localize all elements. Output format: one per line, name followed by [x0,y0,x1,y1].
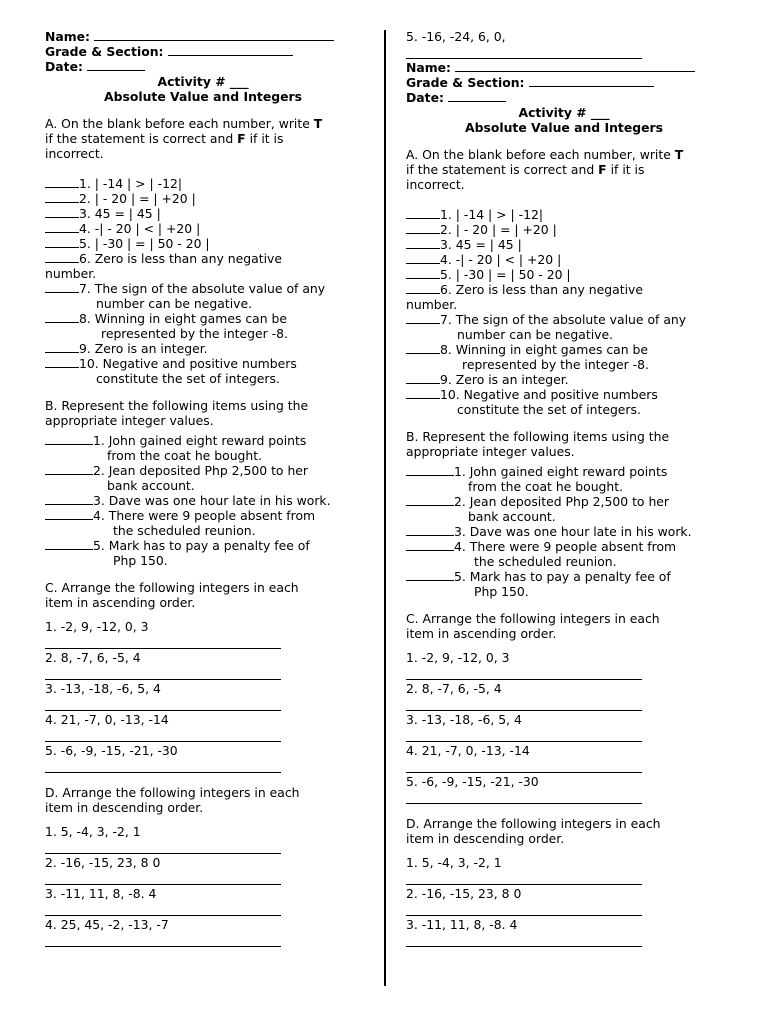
part-a-item: 9. Zero is an integer. [45,341,375,356]
part-a-item: 1. | -14 | > | -12| [406,207,746,222]
answer-line[interactable] [45,839,281,854]
part-c-item: 1. -2, 9, -12, 0, 3 [45,619,149,634]
answer-line[interactable] [45,665,281,680]
grade-section-line: Grade & Section: [406,75,746,90]
part-a-item: 5. | -30 | = | 50 - 20 | [45,236,375,251]
part-a-item-cont: represented by the integer -8. [101,326,288,341]
part-a-item: 10. Negative and positive numbers [45,356,375,371]
part-b-item-cont: the scheduled reunion. [474,554,617,569]
part-a-item-cont: constitute the set of integers. [96,371,280,386]
answer-line[interactable] [406,696,642,711]
part-a-instruction: A. On the blank before each number, write T if the statement is correct and F if it is incorrect. [45,116,323,161]
part-d-item: 3. -11, 11, 8, -8. 4 [406,917,518,932]
part-a-item: 7. The sign of the absolute value of any [406,312,746,327]
part-d-item: 1. 5, -4, 3, -2, 1 [45,824,141,839]
part-c-item: 3. -13, -18, -6, 5, 4 [45,681,161,696]
part-a-item: 1. | -14 | > | -12| [45,176,375,191]
part-c-item: 2. 8, -7, 6, -5, 4 [406,681,502,696]
part-b-item: 4. There were 9 people absent from [45,508,375,523]
part-c-instruction: C. Arrange the following integers in each item in ascending order. [45,580,299,610]
answer-line[interactable] [406,44,642,59]
part-a-item: 10. Negative and positive numbers [406,387,746,402]
activity-label: Activity # ___ [157,74,249,89]
part-c-item: 4. 21, -7, 0, -13, -14 [406,743,530,758]
column-divider [384,30,386,986]
part-a-item: 3. 45 = | 45 | [45,206,375,221]
answer-line[interactable] [406,665,642,680]
part-a-item: 3. 45 = | 45 | [406,237,746,252]
left-column [45,0,375,948]
part-d-item: 5. -16, -24, 6, 0, [406,29,506,44]
part-a-item: 5. | -30 | = | 50 - 20 | [406,267,746,282]
name-line: Name: [45,29,375,44]
worksheet-title: Absolute Value and Integers [465,120,663,135]
part-a-item: 6. Zero is less than any negative [45,251,375,266]
part-d-item: 2. -16, -15, 23, 8 0 [406,886,522,901]
part-a-item-cont: number. [45,266,97,281]
activity-label: Activity # ___ [518,105,610,120]
answer-line[interactable] [45,727,281,742]
date-line: Date: [45,59,375,74]
part-c-item: 5. -6, -9, -15, -21, -30 [406,774,539,789]
part-b-item: 5. Mark has to pay a penalty fee of [45,538,375,553]
part-d-item: 1. 5, -4, 3, -2, 1 [406,855,502,870]
part-a-item: 7. The sign of the absolute value of any [45,281,375,296]
part-d-instruction: D. Arrange the following integers in each item in descending order. [45,785,300,815]
answer-line[interactable] [406,758,642,773]
part-c-instruction: C. Arrange the following integers in each item in ascending order. [406,611,660,641]
part-b-item: 1. John gained eight reward points [406,464,746,479]
part-b-instruction: B. Represent the following items using the appropriate integer values. [45,398,309,428]
part-b-item: 3. Dave was one hour late in his work. [406,524,746,539]
part-d-item: 4. 25, 45, -2, -13, -7 [45,917,169,932]
answer-line[interactable] [45,901,281,916]
part-b-item-cont: from the coat he bought. [107,448,263,463]
part-b-item-cont: from the coat he bought. [468,479,624,494]
part-a-item: 2. | - 20 | = | +20 | [406,222,746,237]
part-a-instruction: A. On the blank before each number, write T if the statement is correct and F if it is incorrect. [406,147,684,192]
worksheet-title: Absolute Value and Integers [104,89,302,104]
part-a-item-cont: number can be negative. [457,327,614,342]
part-a-item: 8. Winning in eight games can be [45,311,375,326]
part-b-item: 3. Dave was one hour late in his work. [45,493,375,508]
answer-line[interactable] [45,696,281,711]
part-b-item-cont: Php 150. [113,553,168,568]
part-a-item-cont: number. [406,297,458,312]
part-b-item: 4. There were 9 people absent from [406,539,746,554]
part-a-item: 4. -| - 20 | < | +20 | [45,221,375,236]
part-b-item: 2. Jean deposited Php 2,500 to her [45,463,375,478]
part-b-instruction: B. Represent the following items using the appropriate integer values. [406,429,670,459]
answer-line[interactable] [45,758,281,773]
part-c-item: 5. -6, -9, -15, -21, -30 [45,743,178,758]
part-a-item: 4. -| - 20 | < | +20 | [406,252,746,267]
part-d-item: 2. -16, -15, 23, 8 0 [45,855,161,870]
part-b-item: 1. John gained eight reward points [45,433,375,448]
name-line: Name: [406,60,746,75]
answer-line[interactable] [45,870,281,885]
part-b-item-cont: Php 150. [474,584,529,599]
answer-line[interactable] [406,789,642,804]
part-a-item-cont: constitute the set of integers. [457,402,641,417]
date-line: Date: [406,90,746,105]
part-a-item-cont: number can be negative. [96,296,253,311]
part-c-item: 1. -2, 9, -12, 0, 3 [406,650,510,665]
part-b-item: 5. Mark has to pay a penalty fee of [406,569,746,584]
grade-section-line: Grade & Section: [45,44,375,59]
part-b-item-cont: the scheduled reunion. [113,523,256,538]
part-c-item: 2. 8, -7, 6, -5, 4 [45,650,141,665]
part-a-item: 2. | - 20 | = | +20 | [45,191,375,206]
right-column [406,0,746,948]
part-d-item: 3. -11, 11, 8, -8. 4 [45,886,157,901]
answer-line[interactable] [406,901,642,916]
part-a-item: 8. Winning in eight games can be [406,342,746,357]
answer-line[interactable] [45,932,281,947]
part-c-item: 3. -13, -18, -6, 5, 4 [406,712,522,727]
answer-line[interactable] [406,870,642,885]
part-a-item: 9. Zero is an integer. [406,372,746,387]
part-c-item: 4. 21, -7, 0, -13, -14 [45,712,169,727]
part-a-item-cont: represented by the integer -8. [462,357,649,372]
part-d-instruction: D. Arrange the following integers in each item in descending order. [406,816,661,846]
answer-line[interactable] [406,727,642,742]
part-b-item-cont: bank account. [107,478,195,493]
answer-line[interactable] [406,932,642,947]
part-b-item-cont: bank account. [468,509,556,524]
part-a-item: 6. Zero is less than any negative [406,282,746,297]
part-b-item: 2. Jean deposited Php 2,500 to her [406,494,746,509]
answer-line[interactable] [45,634,281,649]
